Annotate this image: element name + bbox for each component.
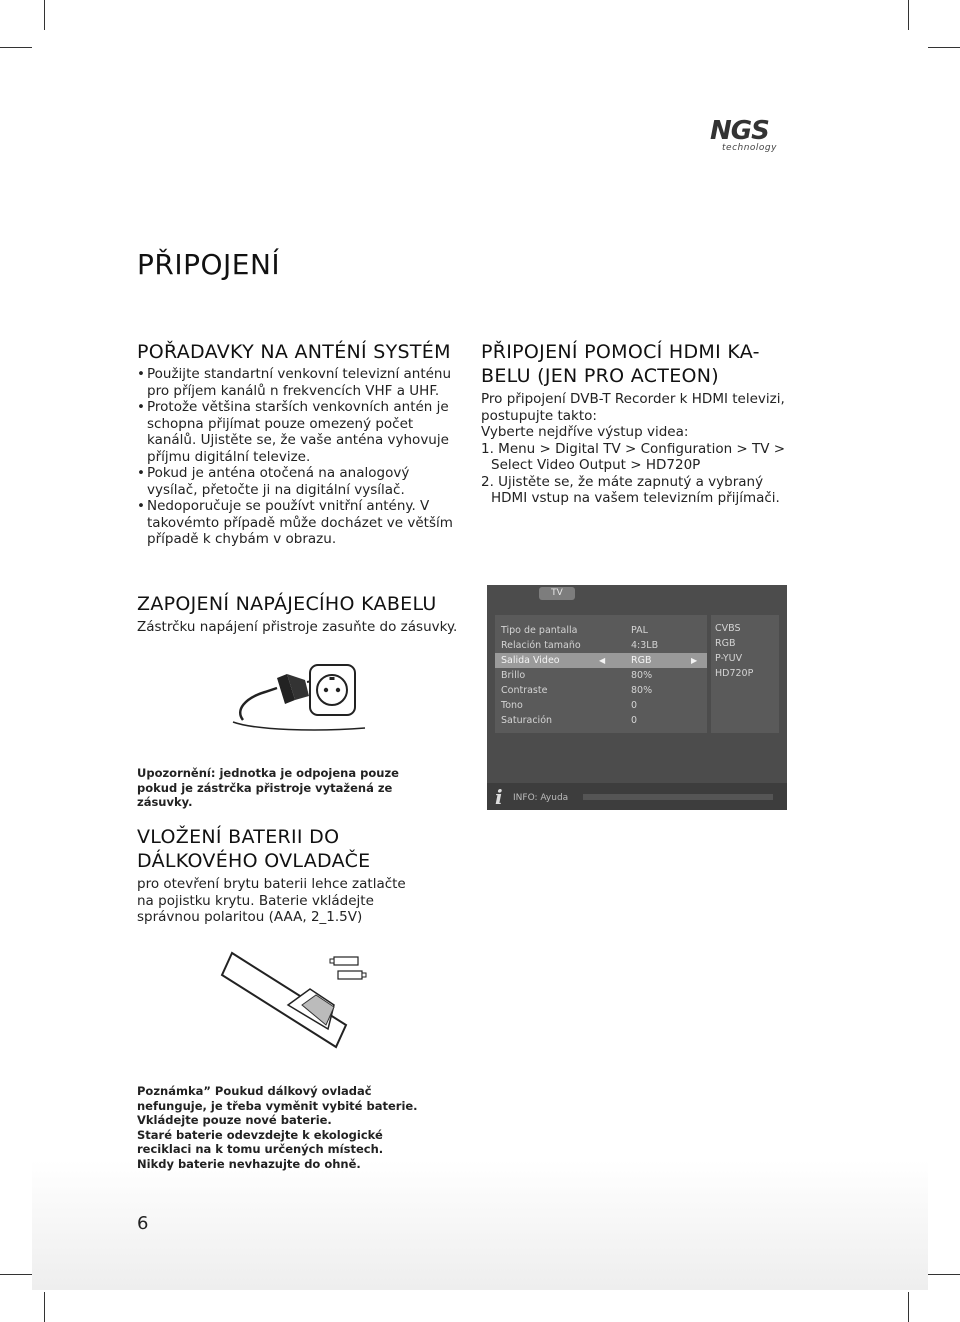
antenna-bullets	[137, 366, 457, 548]
page-number: 6	[137, 1213, 149, 1234]
tv-option: RGB	[715, 638, 736, 649]
tv-row: Relación tamaño 4:3LB	[501, 640, 659, 651]
info-icon: i	[495, 785, 503, 809]
power-warning: Upozornění: jednotka je odpojena pouze pokud je zástrčka přistroje vytažená ze zásuvky.	[137, 766, 399, 809]
ngs-logo: NGS	[710, 116, 769, 146]
page-title: PŘIPOJENÍ	[137, 248, 281, 281]
antenna-heading: POŘADAVKY NA ANTÉNÍ SYSTÉM	[137, 341, 451, 363]
note-line: Nikdy baterie nevhazujte do ohně.	[137, 1156, 361, 1171]
note-line: Vkládejte pouze nové baterie.	[137, 1113, 332, 1127]
list-item: • Použijte standartní venkovní televizní anténu pro příjem kanálů n frekvencích VHF a UHF.	[137, 366, 457, 399]
tv-row: Tono 0	[501, 700, 638, 711]
crop-mark	[928, 1274, 960, 1275]
note-line: Poznámka” Poukud dálkový ovladač nefunguje, je třeba vyměnit vybité baterie.	[137, 1084, 418, 1113]
tv-row: Contraste 80%	[501, 685, 653, 696]
ngs-logo-sub: technology	[722, 143, 777, 153]
page-footer-band	[32, 1160, 928, 1290]
remote-battery-illustration	[218, 945, 378, 1060]
tv-option: P-YUV	[715, 653, 743, 664]
tv-option: CVBS	[715, 623, 741, 634]
list-item: • Nedoporučuje se používt vnitřní antény. V takovémto případě může docházet ve větším případě k chybám v obrazu.	[137, 498, 457, 548]
crop-mark	[44, 0, 45, 30]
list-item: • Pokud je anténa otočená na analogový vysílač, přetočte ji na digitální vysílač.	[137, 465, 457, 498]
tv-info-bar	[487, 783, 787, 810]
power-text: Zástrčku napájení přistroje zasuňte do zásuvky.	[137, 619, 458, 635]
tv-settings-list	[495, 615, 707, 733]
hdmi-choose: Vyberte nejdříve výstup videa:	[481, 424, 689, 440]
crop-mark	[908, 1292, 909, 1322]
tv-output-options	[711, 615, 779, 733]
hdmi-body	[481, 391, 791, 507]
crop-mark	[44, 1292, 45, 1322]
tv-option: HD720P	[715, 668, 754, 679]
tv-row: Saturación 0	[501, 715, 638, 726]
hdmi-heading-line1: PŘIPOJENÍ POMOCÍ HDMI KA-	[481, 341, 760, 363]
tv-info-text: INFO: Ayuda	[513, 793, 569, 803]
hdmi-step-1: 1. Menu > Digital TV > Configuration > TV > Select Video Output > HD720P	[481, 440, 786, 473]
crop-mark	[0, 1274, 32, 1275]
crop-mark	[928, 47, 960, 48]
power-heading: ZAPOJENÍ NAPÁJECÍHO KABELU	[137, 593, 437, 615]
crop-mark	[0, 47, 32, 48]
tv-tab: TV	[539, 587, 575, 600]
hdmi-intro: Pro připojení DVB-T Recorder k HDMI televizi, postupujte takto:	[481, 391, 785, 424]
hdmi-step-2: 2. Ujistěte se, že máte zapnutý a vybraný HDMI vstup na vašem televizním přijímači.	[481, 473, 780, 506]
crop-mark	[908, 0, 909, 30]
list-item: • Protože většina starších venkovních antén je schopna přijímat pouze omezený počet kanálů. Ujistěte se, že vaše anténa vyhovuje příjmu digitální televize.	[137, 399, 457, 465]
tv-row: Tipo de pantalla PAL	[501, 625, 648, 636]
hdmi-heading-line2: BELU (JEN PRO ACTEON)	[481, 365, 719, 387]
tv-menu-screenshot	[487, 585, 787, 810]
tv-row-selected: Salida Video ◀ RGB ▶	[495, 653, 707, 668]
tv-info-hint	[583, 794, 773, 800]
note-line: Staré baterie odevzdejte k ekologické reciklaci na k tomu určených místech.	[137, 1127, 384, 1156]
battery-heading-line2: DÁLKOVÉHO OVLADAČE	[137, 850, 371, 872]
power-plug-illustration	[225, 660, 375, 735]
tv-row: Brillo 80%	[501, 670, 653, 681]
battery-heading-line1: VLOŽENÍ BATERII DO	[137, 826, 340, 848]
battery-text: pro otevření brytu baterii lehce zatlačte na pojistku krytu. Baterie vkládejte správnou polaritou (AAA, 2_1.5V)	[137, 876, 406, 925]
battery-notes	[137, 1084, 427, 1171]
